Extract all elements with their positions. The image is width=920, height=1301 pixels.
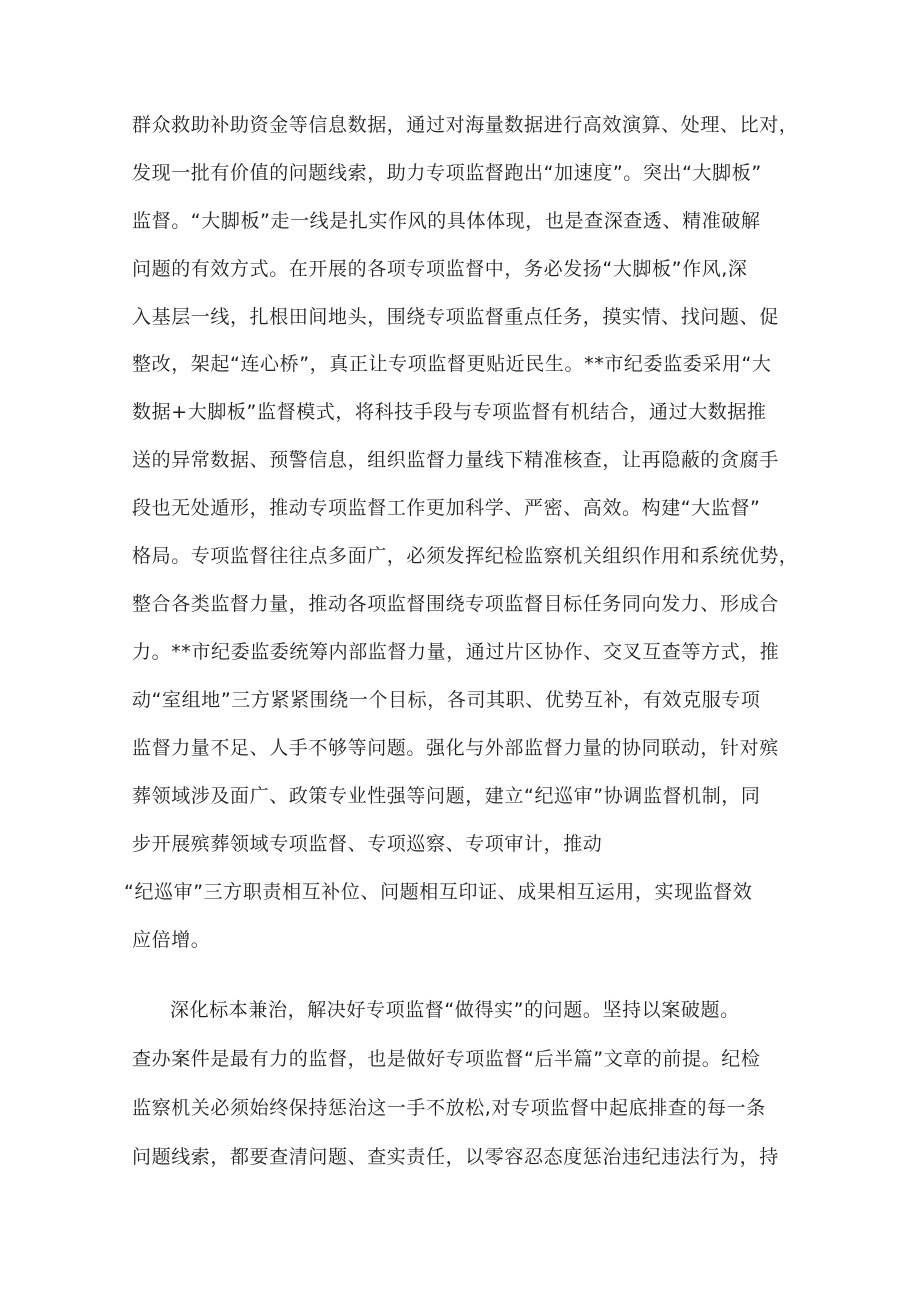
text-line: 步开展殡葬领域专项监督、专项巡察、专项审计，推动 [132, 833, 603, 855]
text-line: 段也无处遁形，推动专项监督工作更加科学、严密、高效。构建“大监督” [132, 497, 761, 519]
text-line: 整改，架起“连心桥”，真正让专项监督更贴近民生。**市纪委监委采用“大 [132, 353, 772, 375]
text-line: 发现一批有价值的问题线索，助力专项监督跑出“加速度”。突出“大脚板” [132, 162, 762, 184]
text-line: 群众救助补助资金等信息数据，通过对海量数据进行高效演算、处理、比对， [132, 114, 799, 136]
text-line: 问题的有效方式。在开展的各项专项监督中，务必发扬“大脚板”作风,深 [132, 258, 748, 280]
text-line: 动“室组地”三方紧紧围绕一个目标，各司其职、优势互补，有效克服专项 [132, 689, 761, 711]
text-line: 格局。专项监督往往点多面广，必须发挥纪检监察机关组织作用和系统优势， [132, 545, 799, 567]
text-line: 监察机关必须始终保持惩治这一手不放松,对专项监督中起底排查的每一条 [132, 1097, 766, 1119]
text-line: 应倍增。 [132, 929, 211, 951]
text-line: 送的异常数据、预警信息，组织监督力量线下精准核查，让再隐蔽的贪腐手 [132, 449, 779, 471]
text-line: 监督力量不足、人手不够等问题。强化与外部监督力量的协同联动，针对殡 [132, 737, 779, 759]
text-line: 葬领域涉及面广、政策专业性强等问题，建立“纪巡审”协调监督机制，同 [132, 785, 761, 807]
text-line: 整合各类监督力量，推动各项监督围绕专项监督目标任务同向发力、形成合 [132, 593, 779, 615]
text-line: 监督。“大脚板”走一线是扎实作风的具体体现，也是查深查透、精准破解 [132, 210, 761, 232]
text-line: 问题线索，都要查清问题、查实责任，以零容忍态度惩治违纪违法行为，持 [132, 1146, 779, 1168]
text-line: 数据+大脚板”监督模式，将科技手段与专项监督有机结合，通过大数据推 [132, 401, 767, 423]
text-line: 查办案件是最有力的监督，也是做好专项监督“后半篇”文章的前提。纪检 [132, 1048, 761, 1070]
text-line: 入基层一线，扎根田间地头，围绕专项监督重点任务，摸实情、找问题、促 [132, 306, 779, 328]
text-line: 深化标本兼治，解决好专项监督“做得实”的问题。坚持以案破题。 [170, 999, 740, 1021]
text-line: “纪巡审”三方职责相互补位、问题相互印证、成果相互运用，实现监督效 [124, 881, 753, 903]
text-line: 力。**市纪委监委统筹内部监督力量，通过片区协作、交叉互查等方式，推 [132, 641, 780, 663]
